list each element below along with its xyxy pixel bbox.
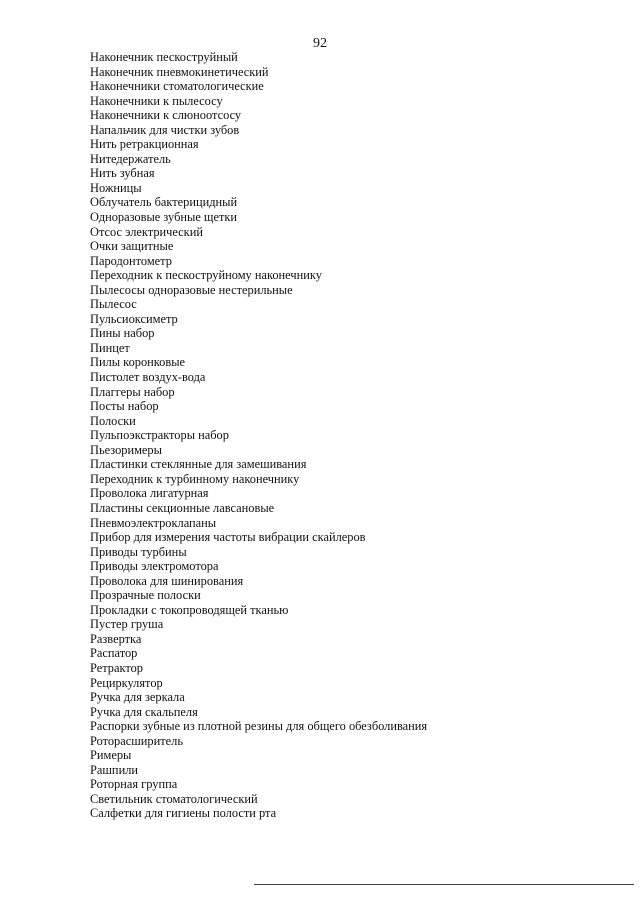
list-item: Ножницы — [90, 180, 142, 195]
list-item: Пластинки стеклянные для замешивания — [90, 457, 307, 472]
list-item: Римеры — [90, 748, 132, 763]
list-item: Пины набор — [90, 326, 155, 341]
list-item: Пульпоэкстракторы набор — [90, 428, 229, 443]
list-item: Пустер груша — [90, 617, 164, 632]
list-item: Наконечники стоматологические — [90, 79, 264, 94]
list-item: Рашпили — [90, 762, 139, 777]
list-item: Ручка для скальпеля — [90, 704, 198, 719]
page-number: 92 — [313, 36, 327, 51]
list-item: Нитедержатель — [90, 151, 171, 166]
list-item: Очки защитные — [90, 239, 174, 254]
list-item: Облучатель бактерицидный — [90, 195, 238, 210]
list-item: Ретрактор — [90, 660, 143, 675]
list-item: Посты набор — [90, 399, 159, 414]
list-item: Приводы турбины — [90, 544, 187, 559]
list-item: Пылесос — [90, 297, 137, 312]
list-item: Переходник к турбинному наконечнику — [90, 471, 300, 486]
list-item: Переходник к пескоструйному наконечнику — [90, 268, 322, 283]
list-item: Рециркулятор — [90, 675, 163, 690]
list-item: Напальчик для чистки зубов — [90, 122, 240, 137]
list-item: Полоски — [90, 413, 136, 428]
list-item: Проволока для шинирования — [90, 573, 244, 588]
list-item: Наконечник пескоструйный — [90, 50, 238, 64]
list-item: Прибор для измерения частоты вибрации скайлеров — [90, 530, 366, 545]
list-item: Пинцет — [90, 340, 130, 355]
list-item: Светильник стоматологический — [90, 791, 258, 806]
list-item: Нить зубная — [90, 166, 155, 181]
list-item: Наконечник пневмокинетический — [90, 64, 269, 79]
list-item: Распатор — [90, 646, 138, 661]
list-item: Пластины секционные лавсановые — [90, 500, 275, 515]
list-item: Пистолет воздух-вода — [90, 370, 206, 385]
list-item: Развертка — [90, 631, 142, 646]
list-item: Пылесосы одноразовые нестерильные — [90, 282, 293, 297]
list-item: Проволока лигатурная — [90, 486, 209, 501]
list-item: Плаггеры набор — [90, 384, 175, 399]
list-item: Нить ретракционная — [90, 137, 199, 152]
list-item: Пьезоримеры — [90, 442, 162, 457]
list-item: Пилы коронковые — [90, 355, 186, 370]
list-item: Роторасширитель — [90, 733, 184, 748]
list-item: Пародонтометр — [90, 253, 172, 268]
list-item: Салфетки для гигиены полости рта — [90, 806, 277, 821]
list-item: Приводы электромотора — [90, 559, 219, 574]
list-item: Пульсиоксиметр — [90, 311, 178, 326]
list-item: Прокладки с токопроводящей тканью — [90, 602, 289, 617]
list-item: Наконечники к пылесосу — [90, 93, 223, 108]
list-item: Роторная группа — [90, 777, 178, 792]
footer-rule — [254, 884, 634, 885]
item-list — [90, 50, 427, 821]
list-item: Распорки зубные из плотной резины для общего обезболивания — [90, 719, 428, 734]
list-item: Прозрачные полоски — [90, 588, 201, 603]
list-item: Ручка для зеркала — [90, 690, 185, 705]
list-item: Одноразовые зубные щетки — [90, 210, 238, 225]
list-item: Отсос электрический — [90, 224, 203, 239]
list-item: Пневмоэлектроклапаны — [90, 515, 217, 530]
list-item: Наконечники к слюноотсосу — [90, 108, 242, 123]
